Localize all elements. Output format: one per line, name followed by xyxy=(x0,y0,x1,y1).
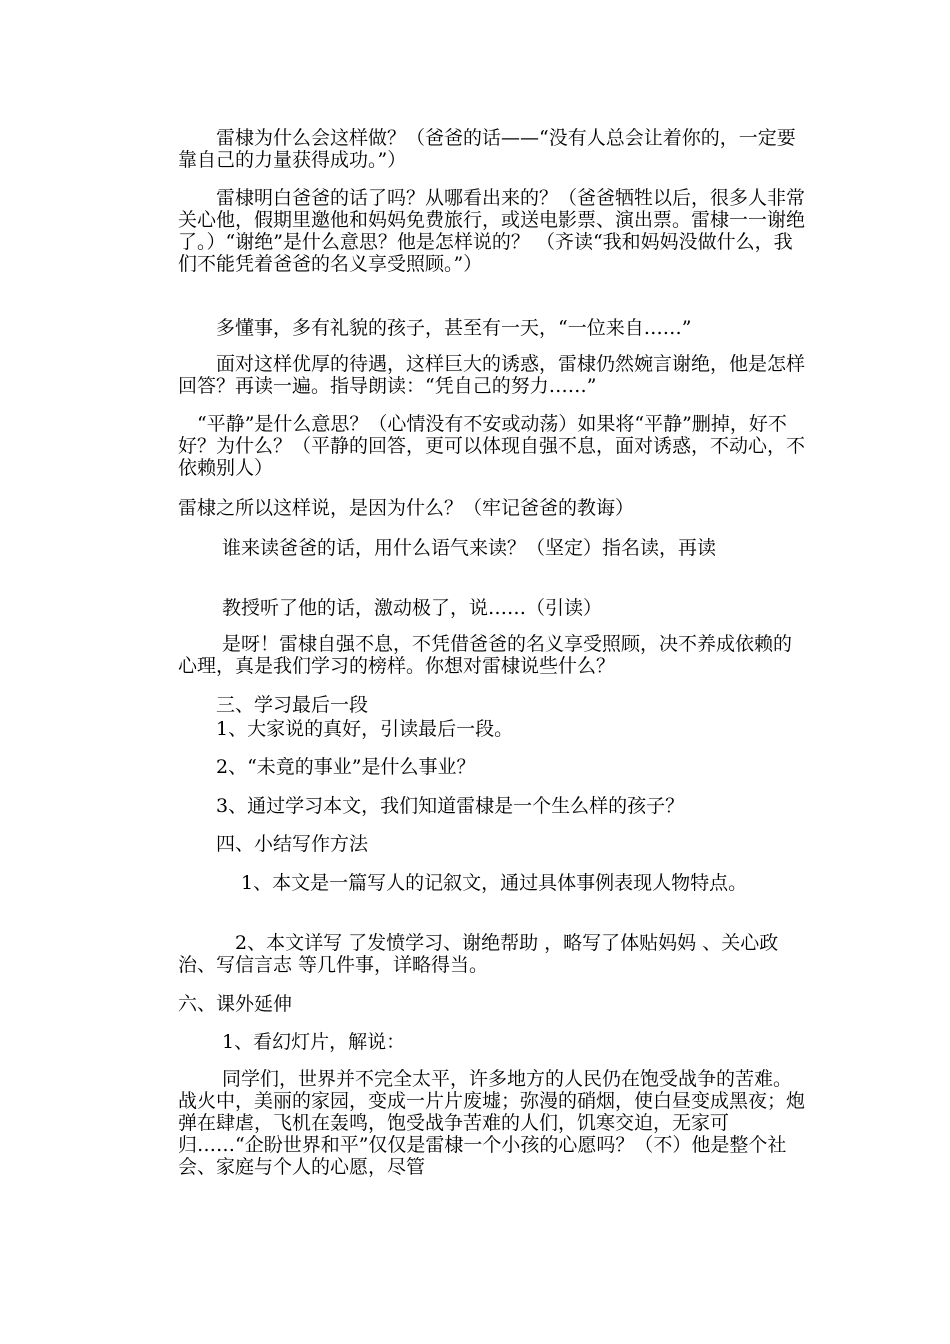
paragraph-understand-father: 雷棣明白爸爸的话了吗？从哪看出来的？（爸爸牺牲以后，很多人非常关心他，假期里邀他和妈妈免费旅行，或送电影票、演出票。雷棣一一谢绝了。）“谢绝”是什么意思？他是怎样说的？ （齐读“我和妈妈没做什么，我们不能凭着爸爸的名义享受照顾。”） xyxy=(178,187,806,275)
paragraph-professor: 教授听了他的话，激动极了，说……（引读） xyxy=(178,597,603,619)
list-item-4-1: 1、本文是一篇写人的记叙文，通过具体事例表现人物特点。 xyxy=(178,872,748,894)
paragraph-why-leidi: 雷棣为什么会这样做？（爸爸的话——“没有人总会让着你的，一定要靠自己的力量获得成功。”） xyxy=(178,127,796,171)
paragraph-role-model: 是呀！雷棣自强不息，不凭借爸爸的名义享受照顾，决不养成依赖的心理，真是我们学习的榜样。你想对雷棣说些什么？ xyxy=(178,633,793,677)
heading-section-three: 三、学习最后一段 xyxy=(178,694,369,716)
paragraph-read-father-words: 谁来读爸爸的话，用什么语气来读？（坚定）指名读，再读 xyxy=(178,537,717,559)
paragraph-polite-child: 多懂事，多有礼貌的孩子，甚至有一天，“一位来自……” xyxy=(178,317,692,339)
paragraph-calm-meaning: “平静”是什么意思？（心情没有不安或动荡）如果将“平静”删掉，好不好？为什么？（平静的回答，更可以体现自强不息，面对诱惑，不动心，不依赖别人） xyxy=(178,413,806,479)
paragraph-temptation: 面对这样优厚的待遇，这样巨大的诱惑，雷棣仍然婉言谢绝，他是怎样回答？再读一遍。指导朗读：“凭自己的努力……” xyxy=(178,353,806,397)
list-item-3-1: 1、大家说的真好，引读最后一段。 xyxy=(178,718,514,740)
paragraph-world-peace: 同学们，世界并不完全太平，许多地方的人民仍在饱受战争的苦难。战火中，美丽的家园，变成一片片废墟；弥漫的硝烟，使白昼变成黑夜；炮弹在肆虐，飞机在轰鸣，饱受战争苦难的人们，饥寒交迫，无家可归……“企盼世界和平”仅仅是雷棣一个小孩的心愿吗？（不）他是整个社会、家庭与个人的心愿，尽管 xyxy=(178,1068,806,1178)
list-item-3-3: 3、通过学习本文，我们知道雷棣是一个生么样的孩子？ xyxy=(178,795,685,817)
list-item-4-2: 2、本文详写 了发愤学习、谢绝帮助 ，略写了体贴妈妈 、关心政治、写信言志 等几件事，详略得当。 xyxy=(178,932,779,976)
list-item-3-2: 2、“未竟的事业”是什么事业？ xyxy=(178,756,476,778)
heading-section-four: 四、小结写作方法 xyxy=(178,833,369,855)
list-item-6-1: 1、看幻灯片，解说： xyxy=(178,1031,406,1053)
heading-section-six: 六、课外延伸 xyxy=(178,993,293,1015)
paragraph-reason: 雷棣之所以这样说，是因为什么？（牢记爸爸的教诲） xyxy=(178,497,635,519)
